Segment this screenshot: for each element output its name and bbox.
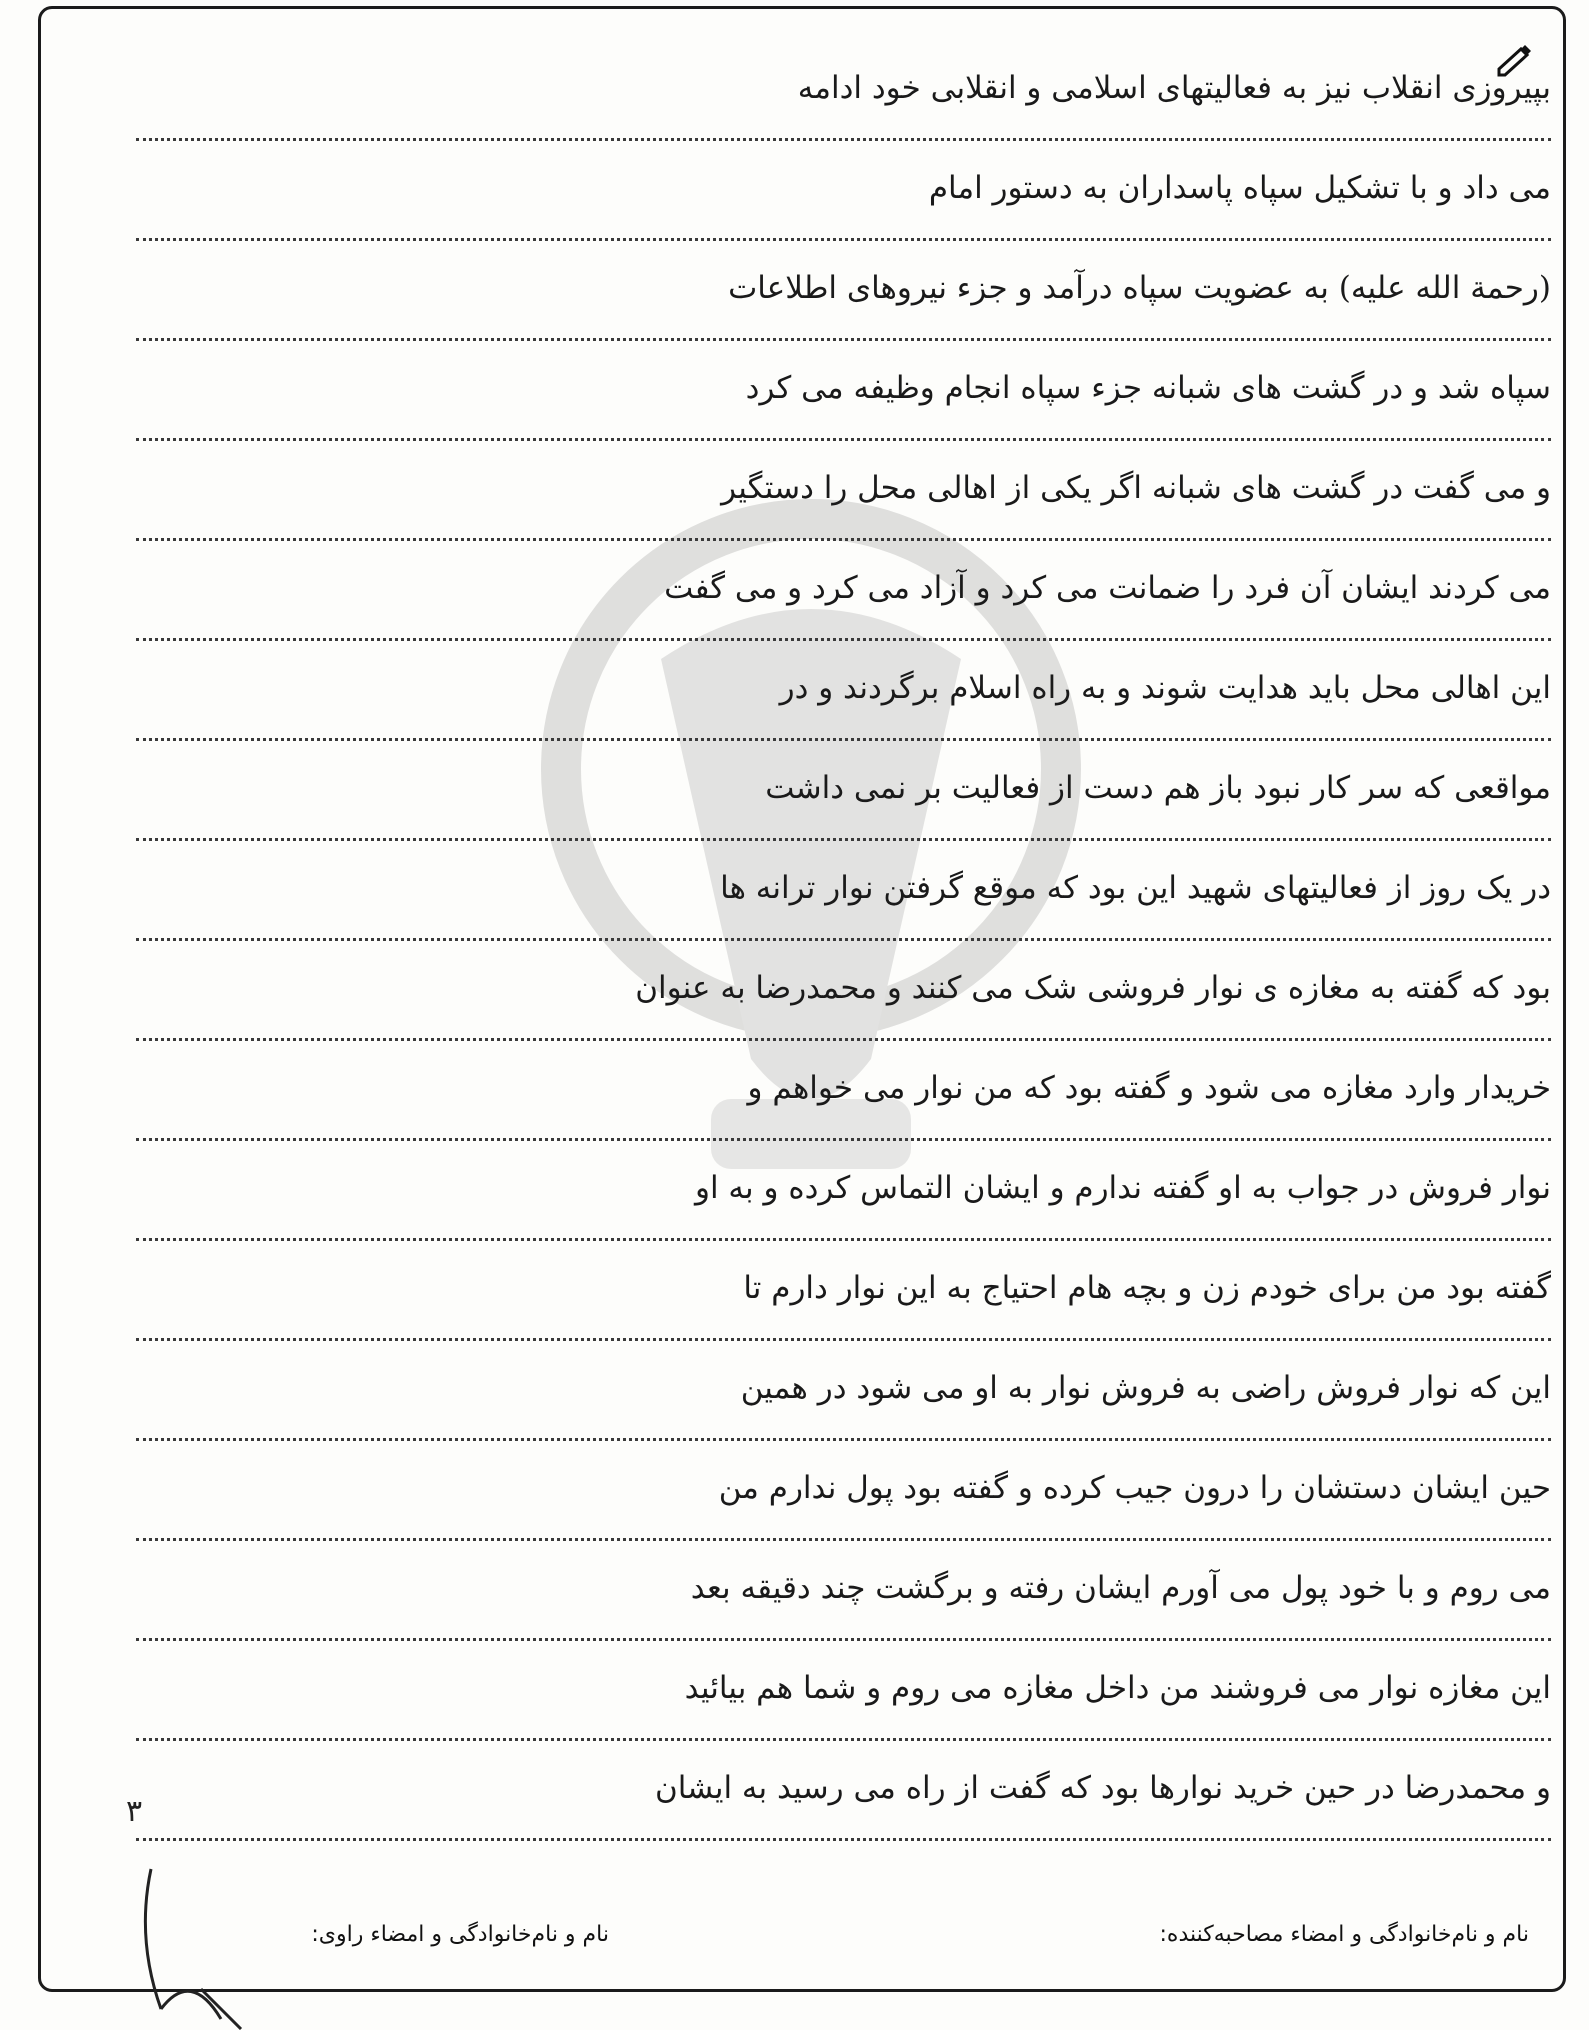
text-line: این مغازه نوار می فروشند من داخل مغازه می روم و شما هم بیائید xyxy=(136,1649,1551,1741)
text-line: در یک روز از فعالیتهای شهید این بود که موقع گرفتن نوار ترانه ها xyxy=(136,849,1551,941)
text-line: بود که گفته به مغازه ی نوار فروشی شک می کنند و محمدرضا به عنوان xyxy=(136,949,1551,1041)
margin-page-number: ۳ xyxy=(126,1794,143,1829)
narrator-signature-label: نام و نام‌خانوادگی و امضاء راوی: xyxy=(311,1922,609,1947)
text-line: نوار فروش در جواب به او گفته ندارم و ایشان التماس کرده و به او xyxy=(136,1149,1551,1241)
text-line: گفته بود من برای خودم زن و بچه هام احتیاج به این نوار دارم تا xyxy=(136,1249,1551,1341)
text-line: سپاه شد و در گشت های شبانه جزء سپاه انجام وظیفه می کرد xyxy=(136,349,1551,441)
text-line: خریدار وارد مغازه می شود و گفته بود که من نوار می خواهم و xyxy=(136,1049,1551,1141)
text-line: مواقعی که سر کار نبود باز هم دست از فعالیت بر نمی داشت xyxy=(136,749,1551,841)
signature-footer xyxy=(80,1922,1529,1962)
text-line: بپیروزی انقلاب نیز به فعالیتهای اسلامی و انقلابی خود ادامه xyxy=(136,49,1551,141)
form-sheet xyxy=(38,6,1566,1992)
text-line: می روم و با خود پول می آورم ایشان رفته و برگشت چند دقیقه بعد xyxy=(136,1549,1551,1641)
handwritten-lines xyxy=(131,49,1551,1879)
text-line: حین ایشان دستشان را درون جیب کرده و گفته بود پول ندارم من xyxy=(136,1449,1551,1541)
text-line: این که نوار فروش راضی به فروش نوار به او می شود در همین xyxy=(136,1349,1551,1441)
text-line: می داد و با تشکیل سپاه پاسداران به دستور امام xyxy=(136,149,1551,241)
interviewer-signature-label: نام و نام‌خانوادگی و امضاء مصاحبه‌کننده: xyxy=(1159,1922,1529,1947)
text-line: و می گفت در گشت های شبانه اگر یکی از اهالی محل را دستگیر xyxy=(136,449,1551,541)
text-line: این اهالی محل باید هدایت شوند و به راه اسلام برگردند و در xyxy=(136,649,1551,741)
text-line: و محمدرضا در حین خرید نوارها بود که گفت از راه می رسید به ایشان xyxy=(136,1749,1551,1841)
pen-icon xyxy=(1495,39,1535,79)
text-line: می کردند ایشان آن فرد را ضمانت می کرد و آزاد می کرد و می گفت xyxy=(136,549,1551,641)
text-line: (رحمة الله علیه) به عضویت سپاه درآمد و جزء نیروهای اطلاعات xyxy=(136,249,1551,341)
